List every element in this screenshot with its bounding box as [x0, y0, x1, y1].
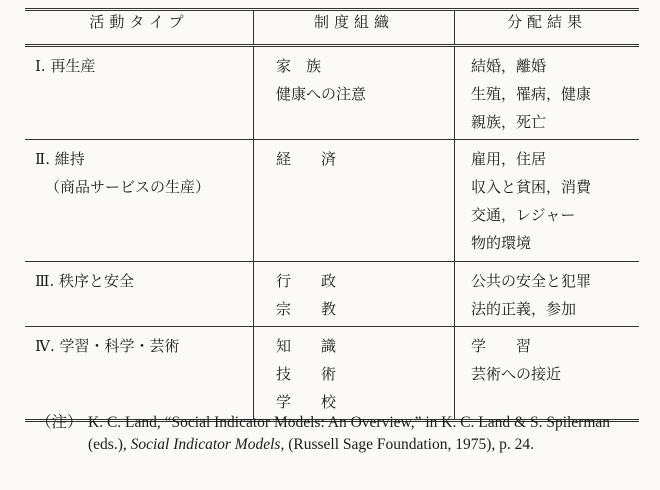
cell-activity: [25, 46, 254, 140]
cell-activity: [25, 262, 254, 327]
cell-institution: [254, 46, 455, 140]
distribution-item: 物的環境: [471, 234, 532, 252]
activity-label: Ⅰ. 再生産: [35, 57, 96, 75]
distribution-item: 公共の安全と犯罪: [471, 272, 592, 290]
header-distribution: 分配結果: [455, 10, 640, 46]
note-citation: [88, 412, 646, 456]
distribution-item: 学 習: [471, 337, 532, 355]
distribution-item: 雇用，住居: [471, 150, 547, 168]
classification-table: [25, 8, 639, 422]
note-text-1: K. C. Land, “Social Indicator Models: An Overview,” in K. C. Land & S. Spilerman (eds.),: [88, 414, 611, 453]
institution-item: 知 識: [276, 337, 337, 355]
institution-item: 家 族: [276, 57, 322, 75]
activity-sublabel: （商品サービスの生産）: [45, 178, 211, 196]
cell-distribution: [455, 262, 640, 327]
distribution-item: 結婚，離婚: [471, 57, 547, 75]
table-row-reproduction: [25, 46, 639, 140]
cell-distribution: [455, 46, 640, 140]
institution-item: 技 術: [276, 365, 337, 383]
activity-label: Ⅱ. 維持: [35, 150, 85, 168]
note-text-2: , (Russell Sage Foundation, 1975), p. 24.: [280, 436, 535, 453]
distribution-item: 交通，レジャー: [471, 206, 576, 224]
header-institution: 制度組織: [254, 10, 455, 46]
cell-institution: [254, 327, 455, 421]
cell-activity: [25, 327, 254, 421]
distribution-item: 収入と貧困，消費: [471, 178, 592, 196]
table-row-learning: [25, 327, 639, 421]
table-row-maintenance: [25, 140, 639, 262]
source-note: [36, 412, 646, 456]
header-activity-type: 活動タイプ: [25, 10, 254, 46]
distribution-item: 生殖，罹病，健康: [471, 85, 592, 103]
activity-label: Ⅲ. 秩序と安全: [35, 272, 135, 290]
activity-label: Ⅳ. 学習・科学・芸術: [35, 337, 180, 355]
cell-institution: [254, 140, 455, 262]
cell-institution: [254, 262, 455, 327]
institution-item: 経 済: [276, 150, 337, 168]
note-mark: （注）: [36, 414, 83, 431]
distribution-item: 芸術への接近: [471, 365, 562, 383]
institution-item: 健康への注意: [276, 85, 367, 103]
table-row-order-security: [25, 262, 639, 327]
cell-distribution: [455, 140, 640, 262]
note-book-title: Social Indicator Models: [130, 436, 281, 453]
institution-item: 宗 教: [276, 300, 337, 318]
table-header-row: [25, 10, 639, 46]
distribution-item: 法的正義，参加: [471, 300, 577, 318]
distribution-item: 親族，死亡: [471, 113, 547, 131]
cell-distribution: [455, 327, 640, 421]
institution-item: 学 校: [276, 393, 337, 411]
cell-activity: [25, 140, 254, 262]
institution-item: 行 政: [276, 272, 337, 290]
